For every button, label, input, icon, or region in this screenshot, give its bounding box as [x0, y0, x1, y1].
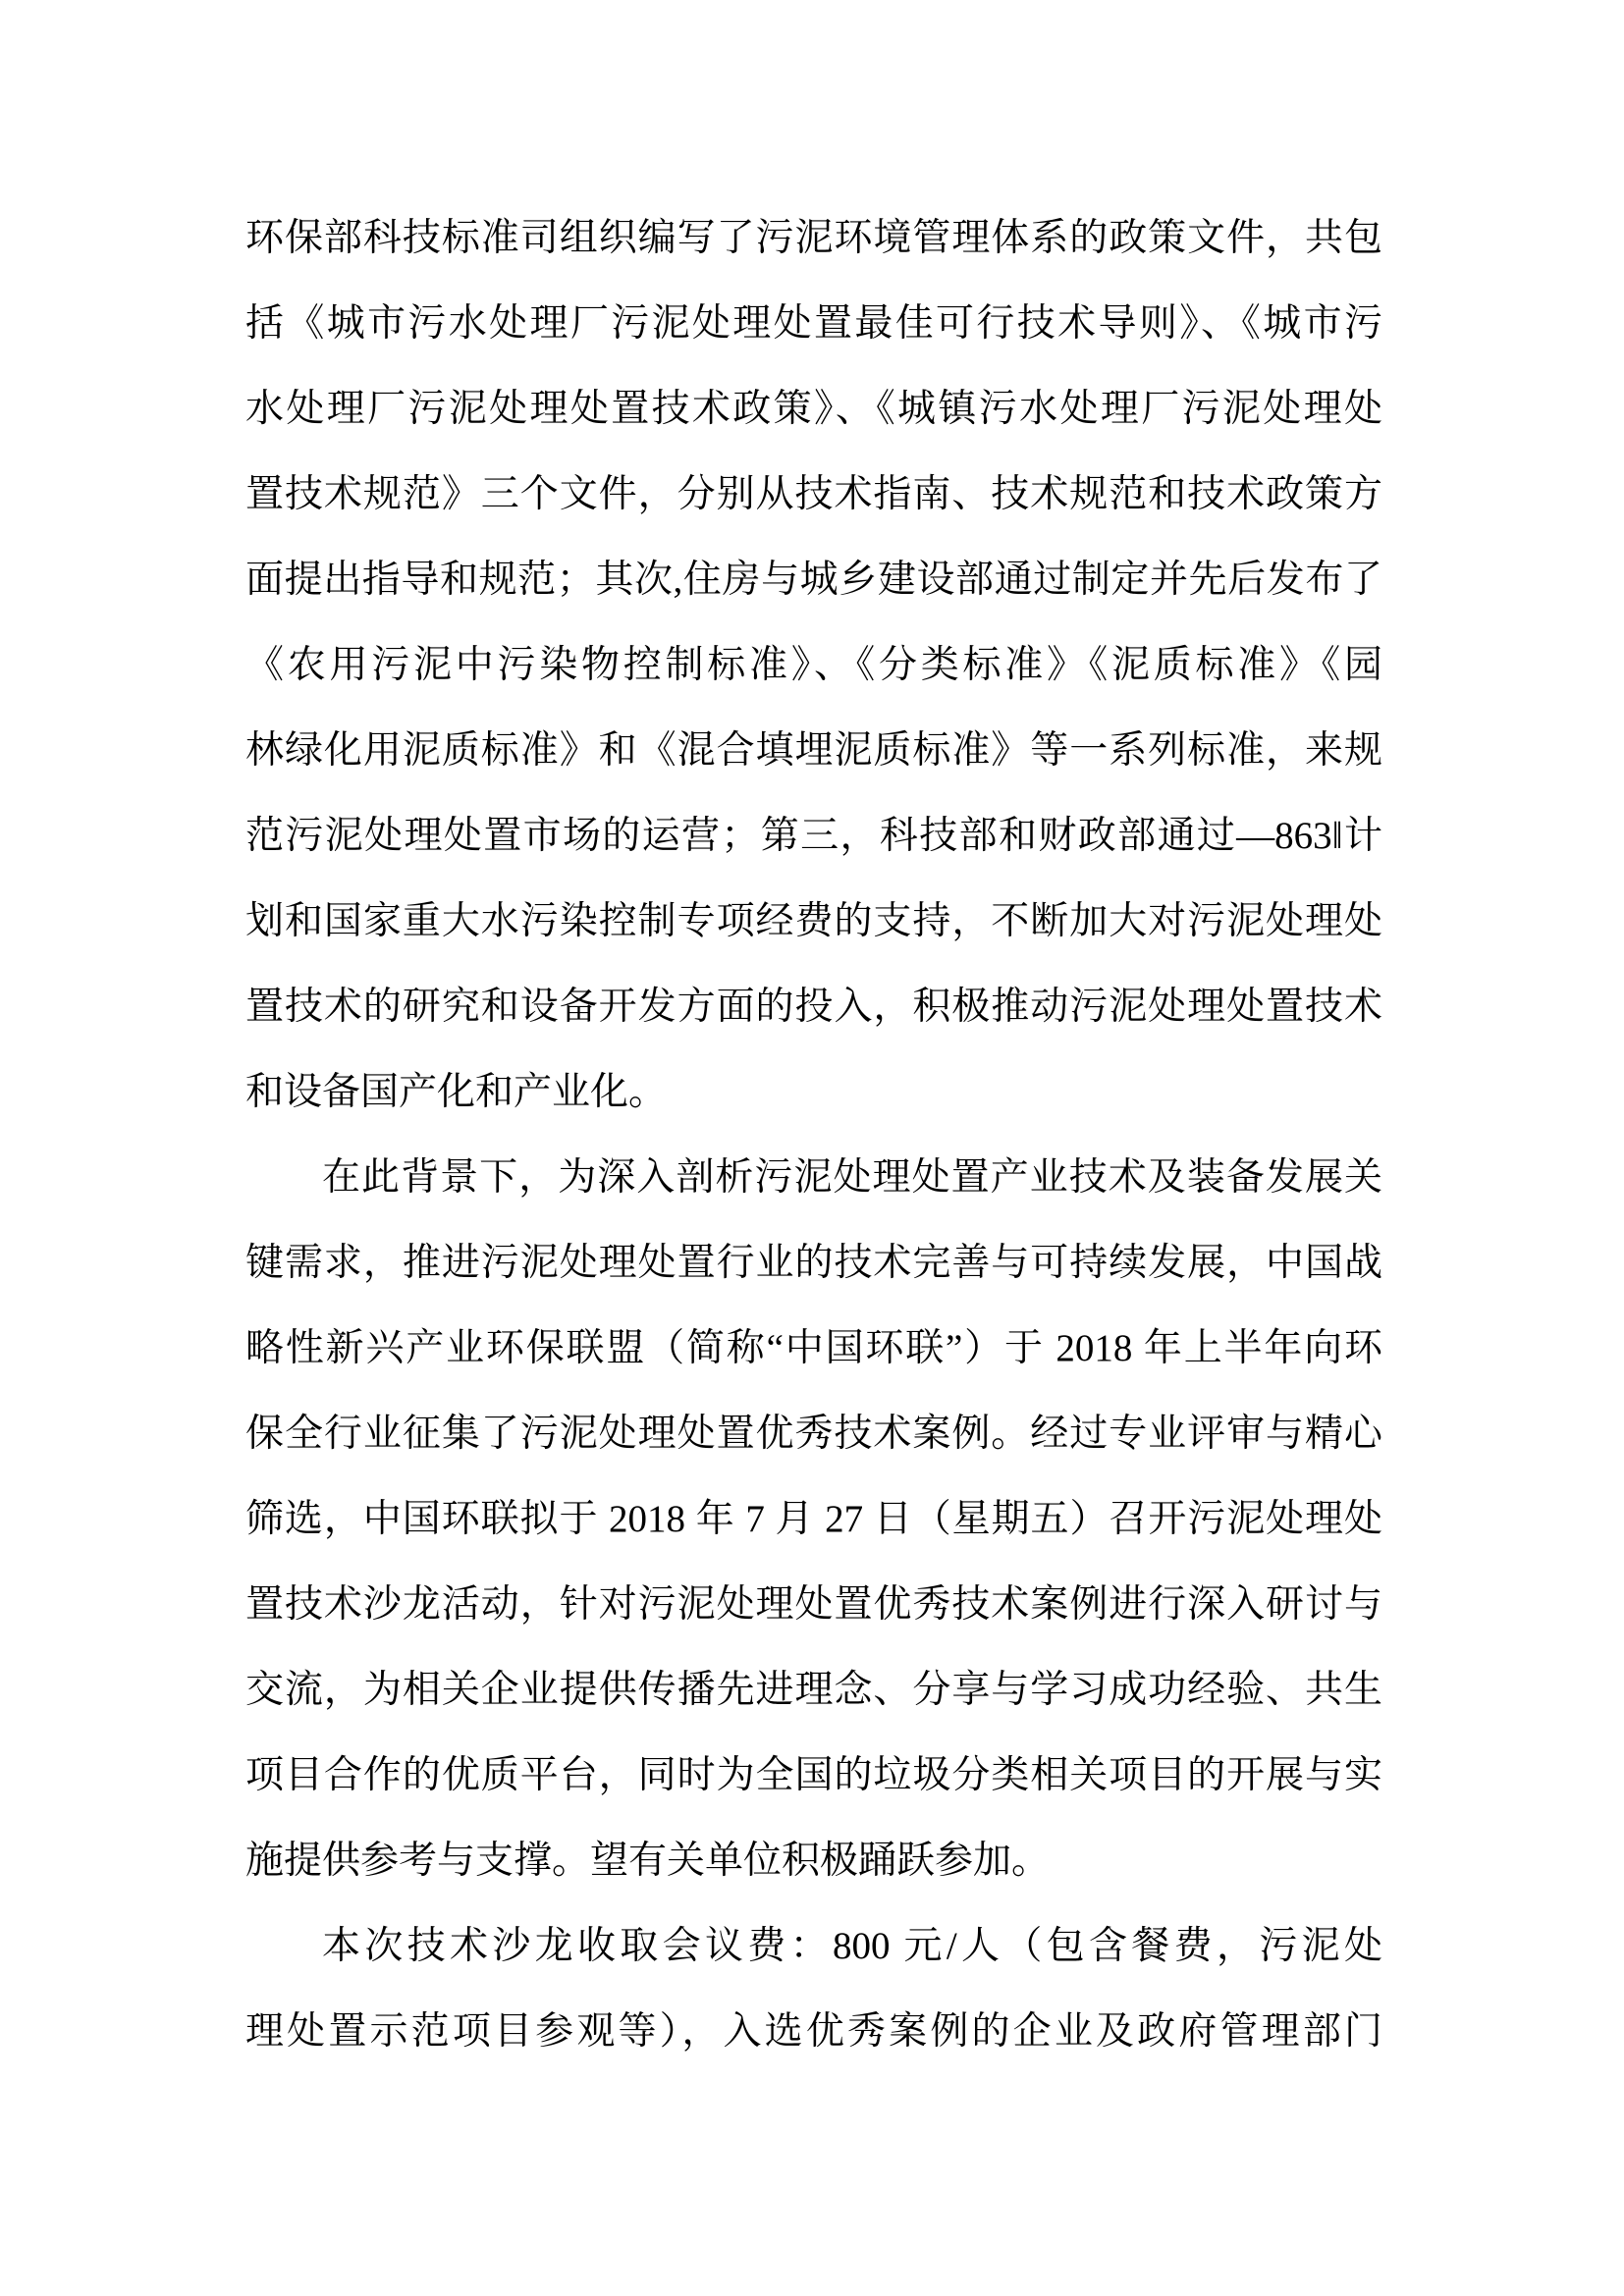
text-line: 在此背景下，为深入剖析污泥处理处置产业技术及装备发展关: [322, 1156, 1382, 1199]
text-line: 施提供参考与支撑。望有关单位积极踊跃参加。: [245, 1840, 1051, 1882]
text-line: 本次技术沙龙收取会议费：800 元/人（包含餐费，污泥处: [322, 1925, 1382, 1967]
text-line: 筛选，中国环联拟于 2018 年 7 月 27 日（星期五）召开污泥处理处: [245, 1498, 1382, 1540]
text-line: 和设备国产化和产业化。: [245, 1071, 668, 1113]
text-line: 理处置示范项目参观等），入选优秀案例的企业及政府管理部门: [245, 2010, 1382, 2053]
text-line: 略性新兴产业环保联盟（简称“中国环联”）于 2018 年上半年向环: [245, 1327, 1382, 1369]
text-line: 置技术的研究和设备开发方面的投入，积极推动污泥处理处置技术: [245, 986, 1382, 1028]
text-line: 环保部科技标准司组织编写了污泥环境管理体系的政策文件，共包: [245, 217, 1382, 259]
text-line: 交流，为相关企业提供传播先进理念、分享与学习成功经验、共生: [245, 1669, 1382, 1711]
text-line: 保全行业征集了污泥处理处置优秀技术案例。经过专业评审与精心: [245, 1413, 1382, 1455]
text-line: 置技术沙龙活动，针对污泥处理处置优秀技术案例进行深入研讨与: [245, 1583, 1382, 1626]
text-line: 括《城市污水处理厂污泥处理处置最佳可行技术导则》、《城市污: [245, 302, 1382, 345]
text-line: 项目合作的优质平台，同时为全国的垃圾分类相关项目的开展与实: [245, 1754, 1382, 1796]
text-line: 水处理厂污泥处理处置技术政策》、《城镇污水处理厂污泥处理处: [245, 388, 1382, 430]
text-line: 林绿化用泥质标准》和《混合填埋泥质标准》等一系列标准，来规: [245, 729, 1382, 772]
text-line: 置技术规范》三个文件，分别从技术指南、技术规范和技术政策方: [245, 473, 1382, 515]
text-line: 划和国家重大水污染控制专项经费的支持，不断加大对污泥处理处: [245, 900, 1382, 942]
text-line: 《农用污泥中污染物控制标准》、《分类标准》《泥质标准》《园: [245, 644, 1382, 686]
text-line: 范污泥处理处置市场的运营；第三，科技部和财政部通过―863‖计: [245, 815, 1382, 857]
text-block: [245, 195, 1382, 2074]
text-line: 面提出指导和规范；其次,住房与城乡建设部通过制定并先后发布了: [245, 559, 1382, 601]
text-line: 键需求，推进污泥处理处置行业的技术完善与可持续发展，中国战: [245, 1242, 1382, 1284]
